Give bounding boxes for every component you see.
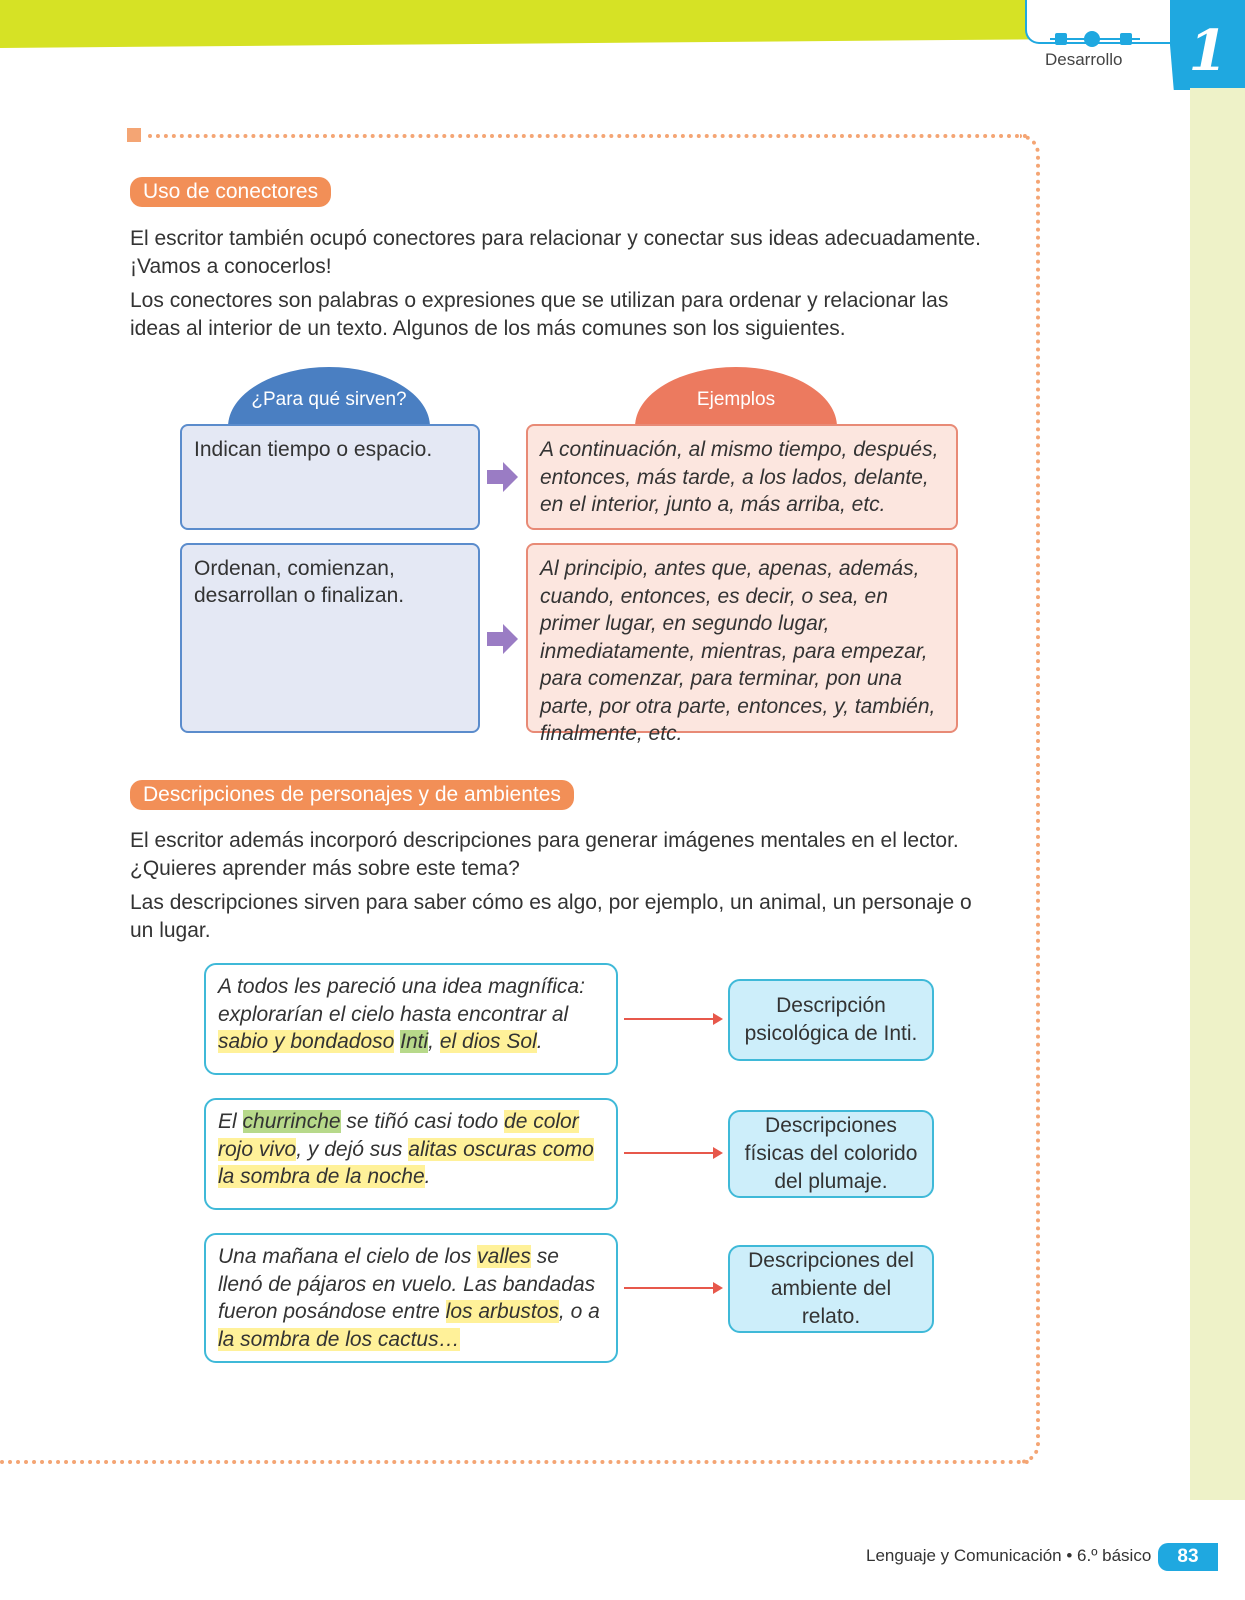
frame-border-bottom [0,1460,1030,1464]
text-run: . [536,1030,543,1053]
highlight-yellow: de color rojo vivo [218,1110,579,1161]
description-quote [204,1233,618,1363]
unit-number: 1 [1188,18,1228,84]
column-header-purpose: ¿Para qué sirven? [228,367,430,427]
connector-examples-box: A continuación, al mismo tiempo, después, entonces, más tarde, a los lados, delante, en el interior, junto a, más arriba, etc. [526,424,958,530]
red-arrow-icon [624,1146,724,1160]
descriptions-intro-p2 [130,889,1000,945]
highlight-yellow: sabio y bondadoso [218,1030,395,1053]
highlight-yellow: el dios Sol [439,1030,537,1053]
text-run: Una mañana el cielo de los [218,1245,478,1268]
purple-arrow-icon [487,623,519,655]
descriptions-intro [130,827,1000,951]
text-run: , o a [558,1300,600,1323]
section-label: Desarrollo [1045,50,1123,69]
text-run: son palabras o expresiones que se utilizan para ordenar y relacionar las ideas al interior de un texto. Algunos de los más comunes son los siguientes. [130,289,949,340]
highlight-green: Inti [400,1030,429,1053]
connector-examples-box: Al principio, antes que, apenas, además, cuando, entonces, es decir, o sea, en primer lugar, en segundo lugar, inmediatamente, mientras, para empezar, para comenzar, para terminar, pon una parte, por otra parte, entonces, y, también, finalmente, etc. [526,543,958,733]
frame-border-right [1020,134,1040,1464]
text-run: Las [130,891,170,914]
highlight-yellow: la sombra de los cactus… [218,1327,460,1351]
description-label: Descripciones físicas del colorido del plumaje. [728,1110,934,1198]
section-heading-connectors: Uso de conectores [130,177,331,207]
highlight-yellow: valles [477,1245,531,1268]
header-band [0,0,1030,48]
text-run: se llenó de pájaros en vuelo. Las bandadas fueron posándose entre [218,1245,596,1323]
footer-subject: Lenguaje y Comunicación • 6.º básico [866,1546,1152,1565]
side-band [1190,88,1245,1500]
description-quote [204,1098,618,1210]
page-number: 83 [1158,1543,1218,1571]
connectors-intro-p2 [130,287,1000,343]
descriptions-intro-p1: El escritor además incorporó descripciones para generar imágenes mentales en el lector. ¿Quieres aprender más sobre este tema? [130,829,959,880]
key-term: descripciones [169,891,299,914]
text-run: sirven para saber cómo es algo, por ejemplo, un animal, un personaje o un lugar. [130,891,972,942]
text-run: , [428,1030,440,1053]
key-term: conectores [169,289,273,312]
red-arrow-icon [624,1281,724,1295]
progress-dot [1120,33,1132,45]
connectors-intro [130,225,1000,349]
connectors-intro-p1: El escritor también ocupó conectores para relacionar y conectar sus ideas adecuadamente. ¡Vamos a conocerlos! [130,227,981,278]
highlight-yellow: los arbustos [445,1300,559,1323]
progress-dot-current [1084,31,1100,47]
description-label: Descripción psicológica de Inti. [728,979,934,1061]
connector-purpose-box: Indican tiempo o espacio. [180,424,480,530]
text-run: Los [130,289,170,312]
description-quote [204,963,618,1075]
text-run: , y dejó sus [296,1137,409,1161]
text-run: . [424,1165,431,1188]
text-run: A todos les pareció una idea magnífica: explorarían el cielo hasta encontrar al [218,975,585,1026]
text-run: El [218,1110,243,1133]
description-label: Descripciones del ambiente del relato. [728,1245,934,1333]
red-arrow-icon [624,1012,724,1026]
frame-border-top [148,134,1028,138]
text-run: se tiñó casi todo [340,1110,505,1133]
column-header-examples: Ejemplos [635,367,837,427]
frame-corner-marker [127,128,141,142]
purple-arrow-icon [487,461,519,493]
highlight-yellow: alitas oscuras como la sombra de la noche [218,1137,594,1188]
progress-dot [1055,33,1067,45]
section-heading-descriptions: Descripciones de personajes y de ambientes [130,780,574,810]
connector-purpose-box: Ordenan, comienzan, desarrollan o finalizan. [180,543,480,733]
highlight-green: churrinche [242,1110,341,1133]
